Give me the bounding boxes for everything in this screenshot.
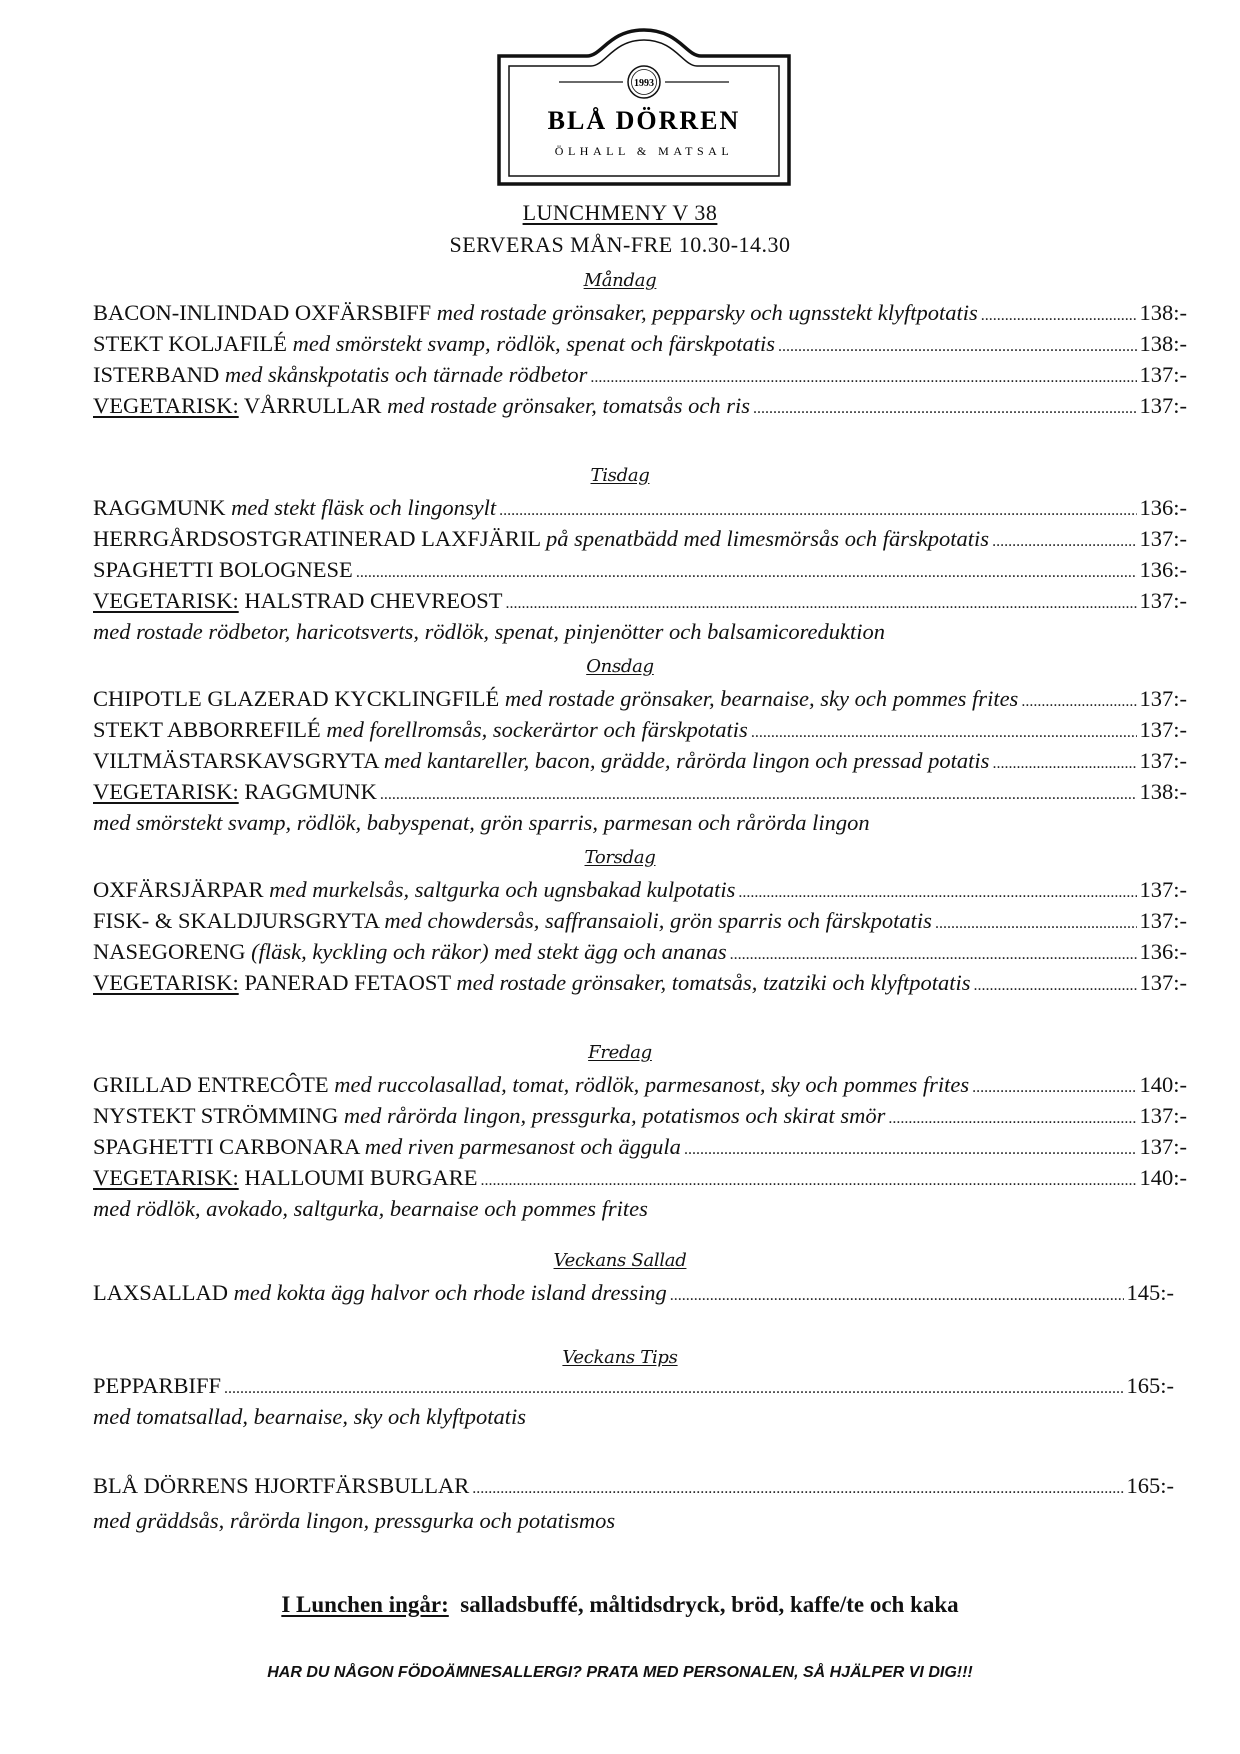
serving-hours: SERVERAS MÅN-FRE 10.30-14.30 xyxy=(449,232,791,257)
dish-description: med rårörda lingon, pressgurka, potatismos och skirat smör xyxy=(343,1103,886,1128)
dish-name: CHIPOTLE GLAZERAD KYCKLINGFILÉ xyxy=(93,686,505,711)
menu-item-vegetarian xyxy=(93,393,1187,423)
dish-price: 136:- xyxy=(1139,495,1187,520)
dot-leader xyxy=(684,1141,1137,1159)
dish-description: på spenatbädd med limesmörsås och färskpotatis xyxy=(545,526,990,551)
dish-name: GRILLAD ENTRECÔTE xyxy=(93,1072,335,1097)
menu-item xyxy=(93,877,1187,907)
menu-item-vegetarian xyxy=(93,970,1187,1000)
logo-tagline: ÖLHALL & MATSAL xyxy=(554,144,734,158)
dish-name: BACON-INLINDAD OXFÄRSBIFF xyxy=(93,300,437,325)
day-heading-thursday: Torsdag xyxy=(584,847,656,868)
menu-item xyxy=(93,331,1187,361)
menu-item xyxy=(93,300,1187,330)
dish-description: med ruccolasallad, tomat, rödlök, parmesanost, sky och pommes frites xyxy=(334,1072,970,1097)
dot-leader xyxy=(480,1172,1136,1190)
day-heading-wednesday: Onsdag xyxy=(586,656,654,677)
dish-name: LAXSALLAD xyxy=(93,1280,234,1305)
dish-description: med riven parmesanost och äggula xyxy=(364,1134,681,1159)
menu-item-tip xyxy=(93,1373,1174,1403)
dish-sub-description: med rödlök, avokado, saltgurka, bearnaise och pommes frites xyxy=(93,1196,648,1221)
included-text: salladsbuffé, måltidsdryck, bröd, kaffe/te och kaka xyxy=(448,1592,959,1617)
menu-item xyxy=(93,686,1187,716)
dish-name: NASEGORENG xyxy=(93,939,252,964)
dish-description: med forellromsås, sockerärtor och färskpotatis xyxy=(326,717,748,742)
dot-leader xyxy=(380,786,1137,804)
dish-description: med stekt fläsk och lingonsylt xyxy=(231,495,497,520)
dish-name: VÅRRULLAR xyxy=(238,393,388,418)
menu-item xyxy=(93,748,1187,778)
vegetarian-label: VEGETARISK: xyxy=(93,1165,239,1190)
dish-sub-description: med smörstekt svamp, rödlök, babyspenat, grön sparris, parmesan och rårörda lingon xyxy=(93,810,870,835)
dot-leader xyxy=(935,915,1137,933)
menu-item xyxy=(93,1134,1187,1164)
dish-sub-description: med rostade rödbetor, haricotsverts, rödlök, spenat, pinjenötter och balsamicoreduktion xyxy=(93,619,885,644)
dish-description: med murkelsås, saltgurka och ugnsbakad kulpotatis xyxy=(269,877,736,902)
dish-description: (fläsk, kyckling och räkor) med stekt ägg och ananas xyxy=(251,939,727,964)
dish-name: HALLOUMI BURGARE xyxy=(238,1165,478,1190)
menu-item xyxy=(93,526,1187,556)
dish-price: 138:- xyxy=(1139,300,1187,325)
dish-price: 137:- xyxy=(1139,588,1187,613)
dish-description: med rostade grönsaker, pepparsky och ugnsstekt klyftpotatis xyxy=(436,300,978,325)
dish-name: OXFÄRSJÄRPAR xyxy=(93,877,270,902)
dish-name: PANERAD FETAOST xyxy=(238,970,457,995)
logo-name: BLÅ DÖRREN xyxy=(547,106,741,135)
dish-description: med chowdersås, saffransaioli, grön sparris och färskpotatis xyxy=(384,908,932,933)
dot-leader xyxy=(1021,693,1136,711)
dish-description: med kantareller, bacon, grädde, rårörda lingon och pressad potatis xyxy=(383,748,990,773)
menu-item xyxy=(93,908,1187,938)
vegetarian-label: VEGETARISK: xyxy=(93,393,239,418)
dish-name: VILTMÄSTARSKAVSGRYTA xyxy=(93,748,384,773)
logo-year: 1993 xyxy=(634,78,654,89)
menu-item-salad xyxy=(93,1280,1174,1310)
allergy-note: HAR DU NÅGON FÖDOÄMNESALLERGI? PRATA MED PERSONALEN, SÅ HJÄLPER VI DIG!!! xyxy=(267,1664,973,1681)
dish-price: 137:- xyxy=(1139,362,1187,387)
dish-name: PEPPARBIFF xyxy=(93,1373,222,1398)
dot-leader xyxy=(472,1480,1123,1498)
dot-leader xyxy=(499,502,1136,520)
dish-description: med skånskpotatis och tärnade rödbetor xyxy=(224,362,588,387)
dish-price: 138:- xyxy=(1139,779,1187,804)
restaurant-logo xyxy=(497,28,791,186)
dish-name: BLÅ DÖRRENS HJORTFÄRSBULLAR xyxy=(93,1473,470,1498)
dish-price: 137:- xyxy=(1139,1134,1187,1159)
dot-leader xyxy=(224,1380,1123,1398)
dot-leader xyxy=(738,884,1136,902)
dot-leader xyxy=(751,724,1137,742)
dot-leader xyxy=(505,595,1136,613)
dish-price: 140:- xyxy=(1139,1072,1187,1097)
dish-price: 145:- xyxy=(1126,1280,1174,1305)
menu-item xyxy=(93,495,1187,525)
vegetarian-label: VEGETARISK: xyxy=(93,779,239,804)
dish-name: RAGGMUNK xyxy=(238,779,377,804)
dish-price: 137:- xyxy=(1139,1103,1187,1128)
menu-item xyxy=(93,362,1187,392)
dish-description: med kokta ägg halvor och rhode island dressing xyxy=(233,1280,667,1305)
dot-leader xyxy=(992,533,1136,551)
dish-name: SPAGHETTI CARBONARA xyxy=(93,1134,365,1159)
salad-heading: Veckans Sallad xyxy=(553,1250,687,1271)
dish-price: 136:- xyxy=(1139,939,1187,964)
lunch-included xyxy=(0,1592,1240,1618)
dish-price: 137:- xyxy=(1139,748,1187,773)
dish-sub-description: med gräddsås, rårörda lingon, pressgurka och potatismos xyxy=(93,1508,616,1533)
dish-name: NYSTEKT STRÖMMING xyxy=(93,1103,344,1128)
dish-price: 137:- xyxy=(1139,526,1187,551)
dish-price: 165:- xyxy=(1126,1373,1174,1398)
dish-description: med rostade grönsaker, tomatsås och ris xyxy=(387,393,750,418)
dish-name: STEKT KOLJAFILÉ xyxy=(93,331,293,356)
dish-price: 137:- xyxy=(1139,908,1187,933)
dish-price: 137:- xyxy=(1139,393,1187,418)
dish-price: 137:- xyxy=(1139,877,1187,902)
menu-item-tip xyxy=(93,1473,1174,1503)
dish-price: 136:- xyxy=(1139,557,1187,582)
menu-item xyxy=(93,1072,1187,1102)
dish-price: 137:- xyxy=(1139,717,1187,742)
tips-heading: Veckans Tips xyxy=(562,1347,678,1368)
menu-item xyxy=(93,939,1187,969)
menu-title: LUNCHMENY V 38 xyxy=(522,200,718,225)
dish-name: ISTERBAND xyxy=(93,362,225,387)
menu-item xyxy=(93,557,1187,587)
dish-name: SPAGHETTI BOLOGNESE xyxy=(93,557,353,582)
dot-leader xyxy=(972,1079,1136,1097)
menu-item-vegetarian xyxy=(93,588,1187,618)
day-heading-monday: Måndag xyxy=(583,270,657,291)
dish-price: 140:- xyxy=(1139,1165,1187,1190)
dot-leader xyxy=(670,1287,1124,1305)
menu-item xyxy=(93,717,1187,747)
dish-description: med rostade grönsaker, tomatsås, tzatziki och klyftpotatis xyxy=(456,970,971,995)
dot-leader xyxy=(888,1110,1136,1128)
menu-item-vegetarian xyxy=(93,1165,1187,1195)
dish-name: STEKT ABBORREFILÉ xyxy=(93,717,327,742)
dish-description: med rostade grönsaker, bearnaise, sky och pommes frites xyxy=(504,686,1019,711)
included-label: I Lunchen ingår: xyxy=(281,1592,449,1617)
dish-name: RAGGMUNK xyxy=(93,495,232,520)
dot-leader xyxy=(973,977,1136,995)
dish-sub-description: med tomatsallad, bearnaise, sky och klyftpotatis xyxy=(93,1404,527,1429)
dot-leader xyxy=(778,338,1136,356)
dish-name: FISK- & SKALDJURSGRYTA xyxy=(93,908,385,933)
vegetarian-label: VEGETARISK: xyxy=(93,970,239,995)
dish-price: 137:- xyxy=(1139,686,1187,711)
dot-leader xyxy=(981,307,1137,325)
dish-description: med smörstekt svamp, rödlök, spenat och färskpotatis xyxy=(292,331,776,356)
day-heading-tuesday: Tisdag xyxy=(590,465,650,486)
dot-leader xyxy=(992,755,1136,773)
dish-price: 165:- xyxy=(1126,1473,1174,1498)
menu-item-vegetarian xyxy=(93,779,1187,809)
dish-name: HALSTRAD CHEVREOST xyxy=(238,588,503,613)
dish-name: HERRGÅRDSOSTGRATINERAD LAXFJÄRIL xyxy=(93,526,546,551)
dot-leader xyxy=(753,400,1137,418)
dish-price: 137:- xyxy=(1139,970,1187,995)
dot-leader xyxy=(730,946,1137,964)
dot-leader xyxy=(590,369,1136,387)
dish-price: 138:- xyxy=(1139,331,1187,356)
day-heading-friday: Fredag xyxy=(588,1042,652,1063)
vegetarian-label: VEGETARISK: xyxy=(93,588,239,613)
dot-leader xyxy=(356,564,1137,582)
menu-item xyxy=(93,1103,1187,1133)
